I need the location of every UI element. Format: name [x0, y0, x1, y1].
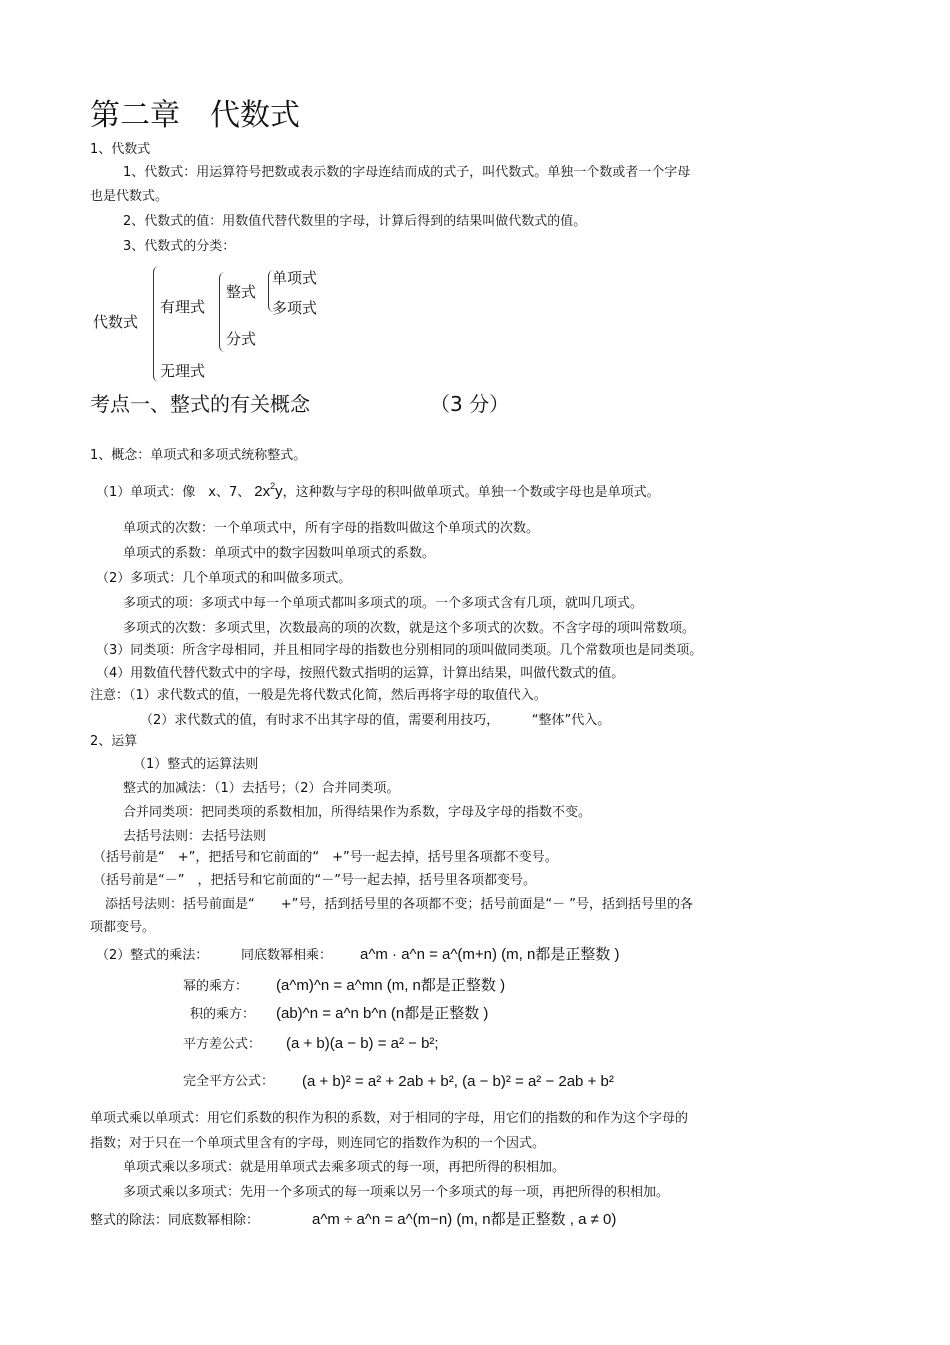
- op-add-paren-cont: 项都变号。: [90, 920, 156, 935]
- tree-multinomial: 多项式: [272, 299, 318, 317]
- definition-3: 3、代数式的分类：: [123, 239, 236, 254]
- product-label: 积的乘方：: [190, 1007, 256, 1022]
- op-rules: （1）整式的运算法则: [133, 757, 259, 772]
- kaodian-title: 考点一、整式的有关概念: [90, 392, 310, 416]
- mul-same-label: 同底数幂相乘：: [241, 948, 333, 963]
- brace-root: [153, 266, 160, 382]
- note-2: （2）求代数式的值，有时求不出其字母的值，需要利用技巧， “整体”代入。: [140, 713, 611, 728]
- division-expr: a^m ÷ a^n = a^(m−n) (m, n都是正整数 , a ≠ 0): [312, 1211, 617, 1228]
- tree-irrational: 无理式: [160, 362, 206, 380]
- note-1: 注意：（1）求代数式的值，一般是先将代数式化简，然后再将字母的取值代入。: [90, 688, 547, 703]
- tree-monomial: 单项式: [272, 269, 318, 287]
- mono-mono: 单项式乘以单项式：用它们系数的积作为积的系数，对于相同的字母，用它们的指数的和作为这个字母的: [90, 1111, 689, 1126]
- concept-1: 1、概念：单项式和多项式统称整式。: [90, 448, 307, 463]
- polynomial-degree: 多项式的次数：多项式里，次数最高的项的次数，就是这个多项式的次数。不含字母的项叫常数项。: [123, 621, 696, 636]
- diff-squares-label: 平方差公式：: [183, 1037, 262, 1052]
- monomial-coef: 单项式的系数：单项式中的数字因数叫单项式的系数。: [123, 546, 436, 561]
- op-paren-minus: （括号前是“－” ，把括号和它前面的“－”号一起去掉，括号里各项都变号。: [93, 873, 536, 888]
- polynomial-def: （2）多项式：几个单项式的和叫做多项式。: [96, 571, 352, 586]
- op-merge: 合并同类项：把同类项的系数相加，所得结果作为系数，字母及字母的指数不变。: [123, 805, 592, 820]
- op-paren-plus: （括号前是“ +”，把括号和它前面的“ +”号一起去掉，括号里各项都不变号。: [93, 850, 558, 865]
- poly-poly: 多项式乘以多项式：先用一个多项式的每一项乘以另一个多项式的每一项，再把所得的积相加。: [123, 1185, 670, 1200]
- perfect-square-expr: (a + b)² = a² + 2ab + b², (a − b)² = a² − 2ab + b²: [302, 1073, 614, 1090]
- polynomial-term: 多项式的项：多项式中每一个单项式都叫多项式的项。一个多项式含有几项，就叫几项式。: [123, 596, 644, 611]
- diff-squares-expr: (a + b)(a − b) = a² − b²;: [286, 1035, 439, 1052]
- mul-same-expr: a^m · a^n = a^(m+n) (m, n都是正整数 ): [360, 946, 620, 963]
- product-expr: (ab)^n = a^n b^n (n都是正整数 ): [276, 1005, 489, 1022]
- tree-fraction: 分式: [226, 330, 257, 348]
- monomial-def: （1）单项式：像 x、7、 $2x^2y$，这种数与字母的积叫做单项式。单独一个数或字母也是单项式。: [96, 481, 660, 500]
- like-terms: （3）同类项：所含字母相同，并且相同字母的指数也分别相同的项叫做同类项。几个常数项也是同类项。: [96, 643, 703, 658]
- op-add-paren: 添括号法则：括号前面是“ +”号，括到括号里的各项都不变；括号前面是“－ ”号，括到括号里的各: [105, 897, 693, 912]
- tree-polynomial: 整式: [226, 283, 257, 301]
- section-2-heading: 2、运算: [90, 734, 138, 749]
- definition-2: 2、代数式的值：用数值代替代数里的字母，计算后得到的结果叫做代数式的值。: [123, 214, 587, 229]
- page-title: 第二章 代数式: [90, 98, 300, 133]
- op-add-sub: 整式的加减法：（1）去括号；（2）合并同类项。: [123, 781, 400, 796]
- division-label: 整式的除法：同底数幂相除：: [90, 1213, 260, 1228]
- mul-heading: （2）整式的乘法：: [96, 948, 209, 963]
- tree-root: 代数式: [93, 313, 139, 331]
- monomial-degree: 单项式的次数：一个单项式中，所有字母的指数叫做这个单项式的次数。: [123, 521, 540, 536]
- tree-rational: 有理式: [160, 298, 206, 316]
- op-paren-rule: 去括号法则：去括号法则: [123, 829, 267, 844]
- section-1-heading: 1、代数式: [90, 142, 151, 157]
- kaodian-score: （3 分）: [430, 392, 510, 416]
- eval-def: （4）用数值代替代数式中的字母，按照代数式指明的运算，计算出结果，叫做代数式的值。: [96, 666, 625, 681]
- power-expr: (a^m)^n = a^mn (m, n都是正整数 ): [276, 977, 506, 994]
- perfect-square-label: 完全平方公式：: [183, 1074, 275, 1089]
- definition-1-cont: 也是代数式。: [90, 189, 169, 204]
- mono-poly: 单项式乘以多项式：就是用单项式去乘多项式的每一项，再把所得的积相加。: [123, 1160, 566, 1175]
- mono-mono-cont: 指数；对于只在一个单项式里含有的字母，则连同它的指数作为积的一个因式。: [90, 1136, 546, 1151]
- power-label: 幂的乘方：: [183, 979, 249, 994]
- definition-1: 1、代数式：用运算符号把数或表示数的字母连结而成的式子，叫代数式。单独一个数或者一个字母: [123, 165, 691, 180]
- brace-rational: [219, 272, 226, 352]
